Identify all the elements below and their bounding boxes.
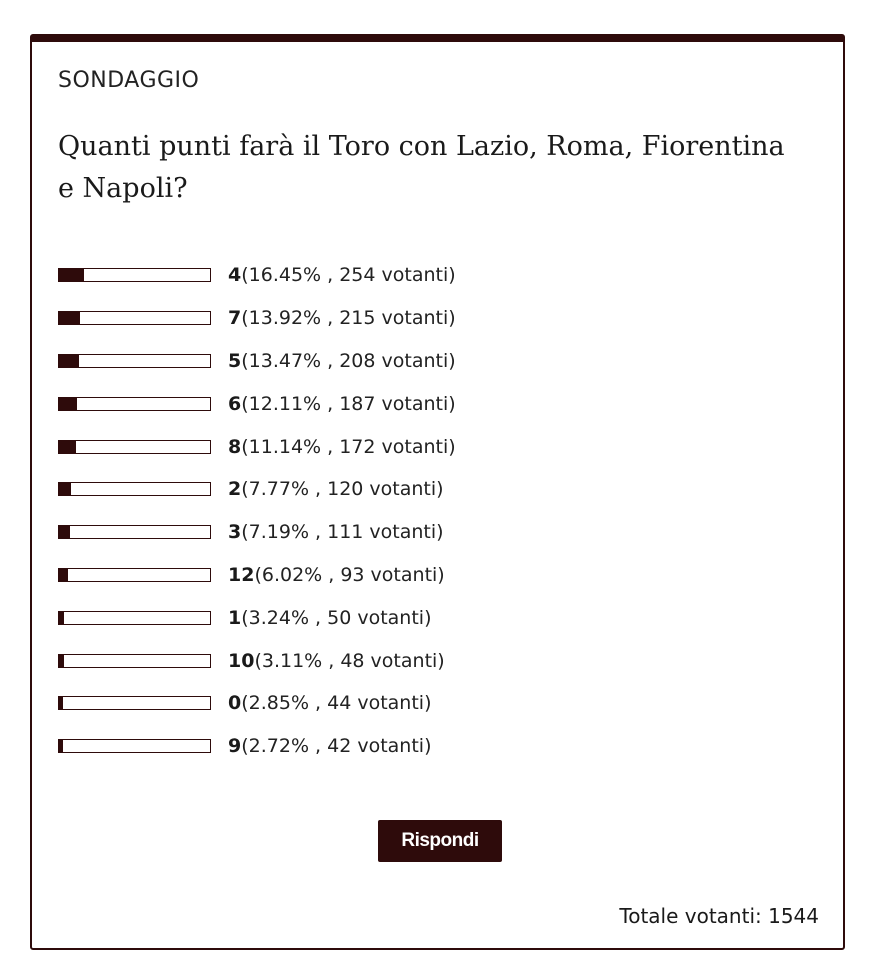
option-label: 3 [228, 521, 242, 544]
option-stats: (11.14% , 172 votanti) [241, 435, 456, 458]
result-bar-fill [59, 740, 63, 752]
option-text [228, 650, 445, 672]
result-bar-fill [59, 526, 70, 538]
option-text [228, 478, 444, 500]
poll-option [58, 596, 456, 639]
option-label: 5 [228, 349, 242, 372]
option-stats: (7.19% , 111 votanti) [241, 521, 444, 544]
option-label: 4 [228, 264, 242, 287]
poll-option [58, 340, 456, 383]
poll-option [58, 382, 456, 425]
result-bar [58, 482, 211, 496]
result-bar [58, 568, 211, 582]
option-stats: (3.24% , 50 votanti) [241, 606, 432, 629]
poll-card [30, 34, 845, 950]
result-bar-fill [59, 398, 77, 410]
result-bar [58, 611, 211, 625]
result-bar-fill [59, 441, 76, 453]
option-stats: (13.47% , 208 votanti) [241, 349, 456, 372]
option-text [228, 436, 456, 458]
reply-button[interactable]: Rispondi [378, 820, 502, 862]
result-bar [58, 440, 211, 454]
option-text [228, 735, 432, 757]
result-bar [58, 268, 211, 282]
option-text [228, 307, 456, 329]
poll-option [58, 725, 456, 768]
poll-option [58, 554, 456, 597]
option-label: 7 [228, 307, 242, 330]
option-stats: (13.92% , 215 votanti) [241, 307, 456, 330]
poll-option [58, 425, 456, 468]
result-bar-fill [59, 312, 80, 324]
result-bar-fill [59, 655, 64, 667]
option-label: 2 [228, 478, 242, 501]
result-bar [58, 397, 211, 411]
result-bar [58, 354, 211, 368]
option-text [228, 692, 432, 714]
option-label: 8 [228, 435, 242, 458]
result-bar-fill [59, 697, 63, 709]
poll-option [58, 639, 456, 682]
option-label: 0 [228, 692, 242, 715]
option-stats: (3.11% , 48 votanti) [254, 649, 445, 672]
option-stats: (6.02% , 93 votanti) [254, 563, 445, 586]
option-label: 6 [228, 392, 242, 415]
option-label: 10 [228, 649, 255, 672]
result-bar-fill [59, 569, 68, 581]
result-bar-fill [59, 355, 79, 367]
option-stats: (2.72% , 42 votanti) [241, 735, 432, 758]
option-stats: (7.77% , 120 votanti) [241, 478, 444, 501]
option-text [228, 521, 444, 543]
result-bar-fill [59, 483, 71, 495]
result-bar [58, 739, 211, 753]
option-label: 12 [228, 563, 255, 586]
option-stats: (12.11% , 187 votanti) [241, 392, 456, 415]
poll-question: Quanti punti farà il Toro con Lazio, Roma, Fiorentina e Napoli? [58, 131, 785, 204]
result-bar [58, 311, 211, 325]
option-text [228, 564, 445, 586]
result-bar-fill [59, 269, 84, 281]
result-bar [58, 654, 211, 668]
option-text [228, 393, 456, 415]
option-text [228, 264, 456, 286]
poll-option [58, 254, 456, 297]
total-voters: Totale votanti: 1544 [619, 904, 819, 928]
result-bar [58, 696, 211, 710]
option-text [228, 350, 456, 372]
result-bar [58, 525, 211, 539]
poll-option [58, 682, 456, 725]
option-stats: (16.45% , 254 votanti) [241, 264, 456, 287]
poll-option [58, 297, 456, 340]
poll-options-list [58, 254, 456, 768]
poll-option [58, 511, 456, 554]
option-stats: (2.85% , 44 votanti) [241, 692, 432, 715]
option-label: 9 [228, 735, 242, 758]
poll-option [58, 468, 456, 511]
result-bar-fill [59, 612, 64, 624]
option-label: 1 [228, 606, 242, 629]
option-text [228, 607, 432, 629]
poll-label: SONDAGGIO [58, 68, 200, 93]
